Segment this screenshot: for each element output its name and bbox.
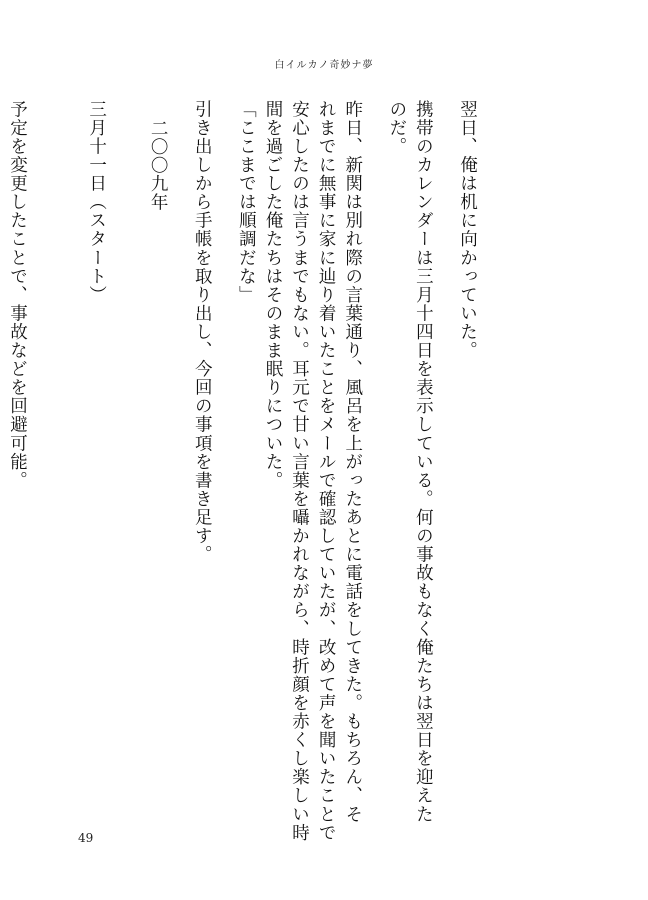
paragraph-line: 安心したのは言うまでもない。耳元で甘い言葉を囁かれながら、時折顔を赤くし楽しい時 bbox=[289, 100, 310, 842]
dialogue-line: 「ここまでは順調だな」 bbox=[236, 100, 257, 305]
paragraph-line: れまでに無事に家に辿り着いたことをメールで確認していたが、改めて声を聞いたことで bbox=[316, 100, 337, 842]
notebook-entry-year: 二〇〇九年 bbox=[148, 119, 169, 212]
paragraph-line: 携帯のカレンダーは三月十四日を表示している。何の事故もなく俺たちは翌日を迎えた bbox=[413, 100, 434, 824]
notebook-entry-date: 三月十一日（スタート） bbox=[86, 100, 107, 305]
running-header: 白イルカノ奇妙ナ夢 bbox=[274, 60, 374, 71]
paragraph-line: のだ。 bbox=[386, 100, 407, 156]
paragraph-line: 引き出しから手帳を取り出し、今回の事項を書き足す。 bbox=[192, 100, 213, 564]
paragraph-line: 翌日、俺は机に向かっていた。 bbox=[457, 100, 478, 360]
page-number: 49 bbox=[78, 831, 94, 845]
paragraph-line: 間を過ごした俺たちはそのまま眠りについた。 bbox=[262, 100, 283, 490]
notebook-entry-detail: 予定を変更したことで、事故などを回避可能。 bbox=[7, 100, 28, 490]
body-text bbox=[7, 100, 498, 860]
paragraph-line: 昨日、新関は別れ際の言葉通り、風呂を上がったあとに電話をしてきた。もちろん、そ bbox=[342, 100, 363, 824]
